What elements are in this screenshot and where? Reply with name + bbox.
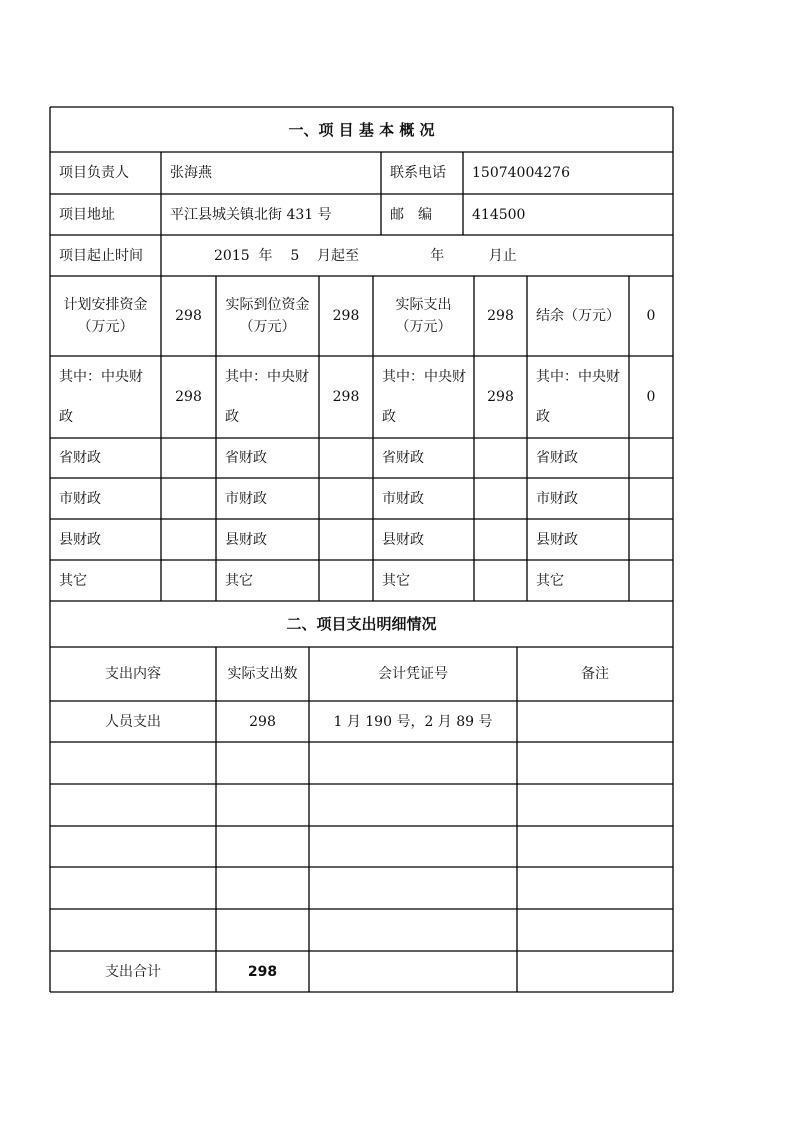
city-finance-label: 市财政 <box>225 490 267 507</box>
row-amount: 298 <box>249 713 276 730</box>
other-finance-label: 其它 <box>382 572 410 589</box>
spent-funds-label: 实际支出（万元） <box>395 297 452 335</box>
planned-funds-value: 298 <box>175 308 202 324</box>
central-label-line1: 其中：中央财 <box>536 369 620 385</box>
balance-value: 0 <box>646 308 656 324</box>
province-finance-label: 省财政 <box>225 450 267 466</box>
central-value-3: 298 <box>487 389 514 405</box>
central-label-line1: 其中：中央财 <box>225 369 309 385</box>
province-finance-label: 省财政 <box>536 450 578 466</box>
central-label-line2: 政 <box>382 409 396 425</box>
section2-title: 二、项目支出明细情况 <box>286 615 437 633</box>
county-finance-label: 县财政 <box>59 531 101 548</box>
county-finance-label: 县财政 <box>225 531 267 548</box>
central-value-1: 298 <box>175 389 202 405</box>
central-label-line2: 政 <box>225 409 239 425</box>
header-note: 备注 <box>581 666 609 682</box>
city-finance-label: 市财政 <box>59 490 101 507</box>
city-finance-label: 市财政 <box>536 490 578 507</box>
spent-funds-value: 298 <box>487 308 514 324</box>
planned-funds-label: 计划安排资金（万元） <box>63 297 148 335</box>
phone-value: 15074004276 <box>472 165 570 181</box>
city-finance-label: 市财政 <box>382 490 424 507</box>
other-finance-label: 其它 <box>536 572 564 589</box>
received-funds-label: 实际到位资金（万元） <box>225 297 310 335</box>
period-value: 2015 年 5 月起至 年 月止 <box>214 247 517 264</box>
central-value-2: 298 <box>332 389 360 405</box>
province-finance-label: 省财政 <box>59 450 101 466</box>
row-note <box>517 701 673 742</box>
header-amount: 实际支出数 <box>227 666 298 682</box>
postcode-value: 414500 <box>472 206 526 223</box>
header-content: 支出内容 <box>105 666 161 682</box>
received-funds-value: 298 <box>332 308 360 324</box>
central-label-line2: 政 <box>536 409 550 425</box>
leader-label: 项目负责人 <box>59 165 129 181</box>
row-voucher: 1 月 190 号，2 月 89 号 <box>333 713 493 730</box>
other-finance-label: 其它 <box>59 572 87 589</box>
total-value: 298 <box>247 963 278 980</box>
address-value: 平江县城关镇北街 431 号 <box>170 206 332 223</box>
phone-label: 联系电话 <box>390 165 446 181</box>
postcode-label: 邮 编 <box>390 206 432 223</box>
central-value-4: 0 <box>646 389 656 405</box>
period-label: 项目起止时间 <box>59 247 143 264</box>
leader-value: 张海燕 <box>170 165 212 181</box>
county-finance-label: 县财政 <box>382 531 424 548</box>
central-label-4 <box>527 356 629 438</box>
address-label: 项目地址 <box>59 206 115 223</box>
county-finance-label: 县财政 <box>536 531 578 548</box>
central-label-1 <box>50 356 161 438</box>
province-finance-label: 省财政 <box>382 450 424 466</box>
central-label-line2: 政 <box>59 409 73 425</box>
balance-label: 结余（万元） <box>536 308 620 324</box>
central-label-3 <box>373 356 474 438</box>
total-label: 支出合计 <box>105 963 161 980</box>
central-label-line1: 其中：中央财 <box>382 369 466 385</box>
section1-title: 一、项 目 基 本 概 况 <box>288 120 435 139</box>
other-finance-label: 其它 <box>225 572 253 589</box>
row-content: 人员支出 <box>105 713 161 730</box>
central-label-2 <box>216 356 319 438</box>
central-label-line1: 其中：中央财 <box>59 369 143 385</box>
header-voucher: 会计凭证号 <box>378 666 448 682</box>
